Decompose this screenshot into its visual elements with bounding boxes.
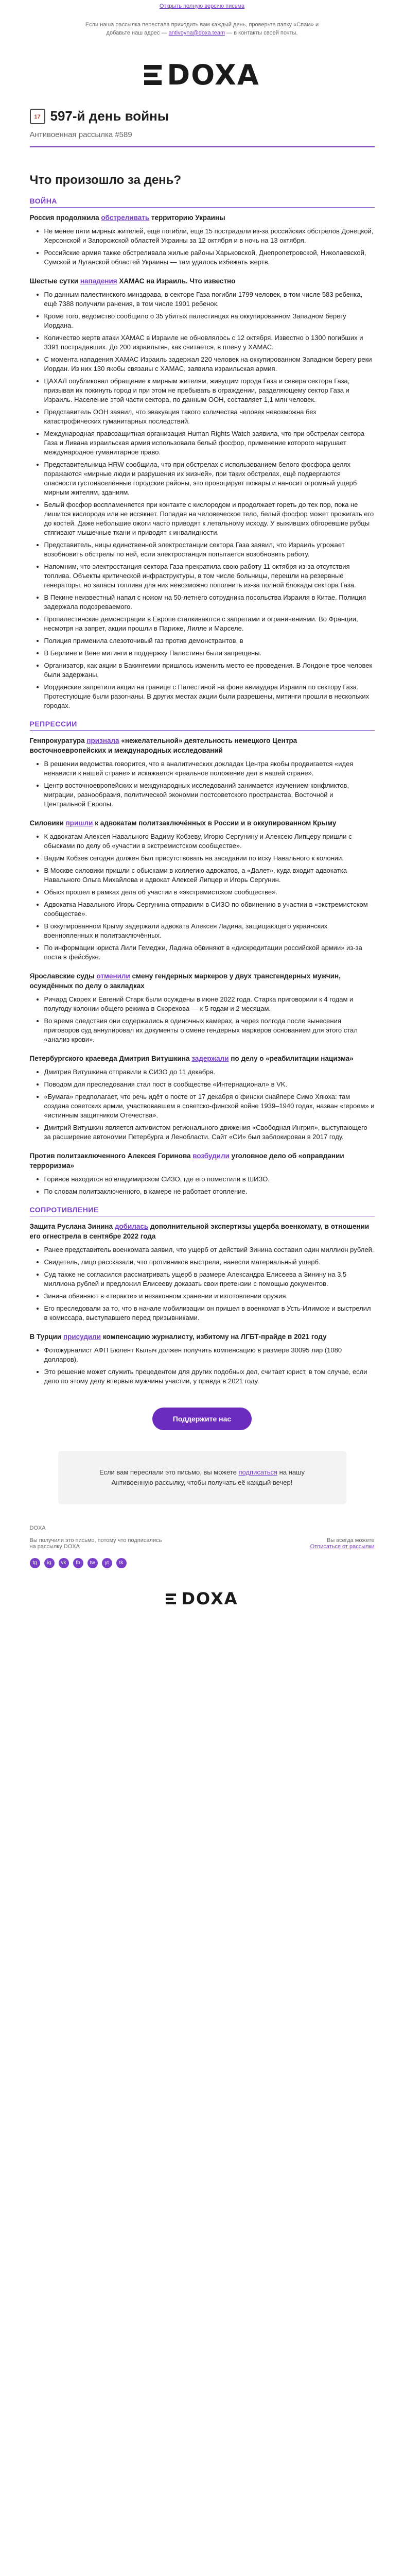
day-header [30, 108, 375, 124]
section-heading: ВОЙНА [30, 197, 375, 208]
footer-right-text: Вы всегда можете [327, 1537, 375, 1544]
bullet-item: • Ричард Скорех и Евгений Старк были осуждены в июне 2022 года. Старка приговорили к 4 годам и полугоду колонии общего режима в Скорехова — к 5 годам и 2 месяцам. [44, 995, 375, 1013]
bullet-item: • Фотожурналист АФП Бюлент Кылыч должен получить компенсацию в размере 30095 лир (1080 долларов). [44, 1346, 375, 1364]
headline-source-link[interactable]: присудили [63, 1333, 101, 1341]
bullet-item: • Российские армия также обстреливала жилые районы Харьковской, Днепропетровской, Николаевской, Сумской и Луганской областей Украины — там удалось избежать жертв. [44, 248, 375, 267]
bullet-item: • Дмитрия Витушкина отправили в СИЗО до 11 декабря. [44, 1067, 375, 1077]
headline-source-link[interactable]: пришли [65, 819, 93, 827]
bullet-item: • Ранее представитель военкомата заявил, что ущерб от действий Зинина составил один миллион рублей. [44, 1245, 375, 1255]
bullet-item: • Напомним, что электростанция сектора Газа прекратила свою работу 11 октября из-за отсутствия топлива. Объекты критической инфраструктуры, в том числе больницы, перешли на резервные генераторы, но запасы топлива для них невозможно пополнить из-за полной блокады сектора Газа. [44, 562, 375, 590]
news-story [30, 1332, 375, 1386]
logo-mark-icon [144, 65, 162, 85]
story-headline [30, 736, 375, 755]
headline-text: уголовное дело об «оправдании терроризма» [29, 1152, 344, 1170]
bullet-item: • Во время следствия они содержались в одиночных камерах, а через полгода после вынесения приговоров суд аннулировал их документы о смене гендерных маркеров основанием для этого стал «анализ крови». [44, 1016, 375, 1044]
story-bullets [30, 227, 375, 267]
story-headline [30, 1151, 375, 1171]
bullet-item: • С момента нападения ХАМАС Израиль задержал 220 человек на оккупированном Западном берегу реки Иордан. Из них 130 якобы связаны с ХАМАС, заявила израильская армия. [44, 355, 375, 374]
headline-text: Силовики [29, 819, 66, 827]
bullet-item: • В Пекине неизвестный напал с ножом на 50-летнего сотрудника посольства Израиля в Китае. Полиция задержала подозреваемого. [44, 593, 375, 612]
headline-text: Защита Руслана Зинина [29, 1223, 115, 1230]
bullet-item: • Организатор, как акции в Бакингемии пришлось изменить место ее проведения. В Лондоне трое человек были задержаны. [44, 661, 375, 680]
bullet-item: • Пропалестинские демонстрации в Европе сталкиваются с запретами и ограничениями. Во Франции, несмотря на запрет, акции прошли в Париже, Лилле и Марселе. [44, 615, 375, 633]
story-bullets [30, 995, 375, 1044]
story-headline [30, 971, 375, 991]
story-bullets [30, 832, 375, 962]
headline-source-link[interactable]: нападения [80, 277, 117, 285]
fb-icon[interactable]: fb [73, 1558, 83, 1568]
news-story [30, 1151, 375, 1196]
story-bullets [30, 1346, 375, 1386]
headline-text: Против политзаключенного Алексея Горинова [29, 1152, 193, 1160]
headline-text: дополнительной экспертизы ущерба военкомату, в отношении его огнестрела в сентябре 2022 года [29, 1223, 370, 1240]
headline-source-link[interactable]: признала [86, 737, 119, 744]
preheader-text-2: — в контакты своей почты. [226, 30, 298, 36]
story-headline [30, 818, 375, 828]
news-sections [30, 197, 375, 1386]
ig-icon[interactable]: ig [44, 1558, 55, 1568]
news-story [30, 1222, 375, 1323]
bullet-item: • Белый фосфор воспламеняется при контакте с кислородом и продолжает гореть до тех пор, пока не лишится кислорода или не иссякнет. Попадая на человеческое тело, белый фосфор может прожигать его до костей. Даже небольшие ожоги часто приводят к летальному исходу. У выживших обгоревшие рубцы стягивают мышечные ткани и приводят к инвалидности. [44, 500, 375, 537]
bullet-item: • В решении ведомства говорится, что в аналитических докладах Центра якобы продвигается «идея ненависти к нашей стране» и искажается «реальное положение дел в нашей стране». [44, 759, 375, 778]
calendar-icon: 17 [30, 109, 45, 124]
section-heading: СОПРОТИВЛЕНИЕ [30, 1206, 375, 1216]
subscribe-link[interactable]: подписаться [238, 1468, 278, 1476]
doxa-logo [144, 59, 259, 91]
bullet-item: • «Бумага» предполагает, что речь идёт о посте от 17 декабря о фински снайпере Симо Хяюха: там создана советских армии, участвовавшем в советско-финской войне 1939–1940 годах, назван «героем» и «истинным защитником Отечества». [44, 1092, 375, 1120]
preheader [79, 21, 326, 37]
bullet-item: • Полиция применила слезоточивый газ против демонстрантов, в [44, 636, 375, 646]
content [30, 108, 375, 1430]
subscribe-promo [58, 1451, 346, 1504]
preheader-text-1: Если наша рассылка перестала приходить вам каждый день, проверьте папку «Спам» и добавьте наш адрес — [85, 22, 319, 36]
news-story [30, 213, 375, 267]
headline-text: Петербургского краеведа Дмитрия Витушкина [29, 1055, 192, 1062]
headline-text: Ярославские суды [29, 972, 97, 980]
headline-text: компенсацию журналисту, избитому на ЛГБТ-прайде в 2021 году [101, 1333, 327, 1341]
bullet-item: • Количество жертв атаки ХАМАС в Израиле не обновлялось с 12 октября. Известно о 1300 погибших и 3391 пострадавших. До 200 израильтян, как считается, в плену у ХАМАС. [44, 333, 375, 352]
headline-source-link[interactable]: отменили [96, 972, 130, 980]
news-story [30, 1054, 375, 1142]
bullet-item: • К адвокатам Алексея Навального Вадиму Кобзеву, Игорю Сергунину и Алексею Липцеру пришли с обысками по делу об «участии в экстремистском сообществе». [44, 832, 375, 851]
headline-text: ХАМАС на Израиль. Что известно [117, 277, 236, 285]
bullet-item: • В оккупированном Крыму задержали адвоката Алексея Ладина, защищающего украинских военнопленных и политзаключённых. [44, 922, 375, 940]
promo-text-pre: Если вам переслали это письмо, вы можете [99, 1468, 239, 1476]
story-headline [30, 1222, 375, 1241]
headline-text: к адвокатам политзаключённых в России и в оккупированном Крыму [93, 819, 337, 827]
news-story [30, 736, 375, 809]
footer-row [30, 1537, 375, 1550]
bullet-item: • Зинина обвиняют в «теракте» и незаконном хранении и изготовлении оружия. [44, 1292, 375, 1301]
social-links [30, 1558, 375, 1568]
story-headline [30, 213, 375, 223]
cta-wrap [30, 1408, 375, 1430]
headline-source-link[interactable]: обстреливать [101, 214, 150, 222]
main-question: Что произошло за день? [29, 173, 182, 187]
bullet-item: • Поводом для преследования стал пост в сообществе «Интернационал» в VK. [44, 1080, 375, 1089]
top-bar [0, 0, 404, 21]
tw-icon[interactable]: tw [87, 1558, 98, 1568]
logo-text: DOXA [181, 1589, 238, 1608]
bullet-item: • Представитель, ницы единственной электростанции сектора Газа заявил, что Израиль угрожает возобновить обстрелы по ней, если электростанция попытается возобновить работу. [44, 540, 375, 559]
headline-text: В Турции [29, 1333, 63, 1341]
bullet-item: • Дмитрий Витушкин является активистом регионального движения «Свободная Ингрия», выступающего за расширение автономии Петербурга и Ленобласти. Сайт «СИ» был заблокирован в 2017 году. [44, 1123, 375, 1142]
bullet-item: • По данным палестинского минздрава, в секторе Газа погибли 1799 человек, в том числе 583 ребенка, ещё 7388 получили ранения, в том числе 1901 ребенок. [44, 290, 375, 309]
footer-logo[interactable] [0, 1589, 404, 1608]
headline-text: Россия продолжила [29, 214, 101, 222]
bullet-item: • Адвокатка Навального Игорь Сергунина отправили в СИЗО по обвинению в участии в «экстремистском сообществе». [44, 900, 375, 919]
news-story [30, 276, 375, 710]
footer [30, 1525, 375, 1568]
story-bullets [30, 759, 375, 809]
tg-icon[interactable]: tg [30, 1558, 40, 1568]
story-bullets [30, 290, 375, 710]
story-headline [30, 1054, 375, 1063]
story-headline [30, 1332, 375, 1342]
headline-text: территорию Украины [149, 214, 225, 222]
day-title: 597-й день войны [50, 108, 169, 124]
bullet-item: • Свидетель, лицо рассказали, что противников выстрела, нанесли материальный ущерб. [44, 1258, 375, 1267]
bullet-item: • Обыск прошел в рамках дела об участии в «экстремистском сообществе». [44, 888, 375, 897]
news-story [30, 971, 375, 1044]
bullet-item: • Вадим Кобзев сегодня должен был присутствовать на заседании по иску Навального к колонии. [44, 854, 375, 863]
story-bullets [30, 1245, 375, 1323]
logo-mark-icon [166, 1594, 176, 1604]
bullet-item: • Международная правозащитная организация Human Rights Watch заявила, что при обстрелах сектора Газа и Ливана израильская армия использовала белый фосфор, применение которого нарушает международное гуманитарное право. [44, 429, 375, 457]
bullet-item: • По словам политзаключенного, в камере не работает отопление. [44, 1187, 375, 1196]
headline-text: Шестые сутки [29, 277, 80, 285]
bullet-item: • По информации юриста Лили Гемеджи, Ладина обвиняют в «дискредитации российской армии» из-за поста в фейсбуке. [44, 943, 375, 962]
bullet-item: • Не менее пяти мирных жителей, ещё погибли, еще 15 пострадали из-за российских обстрелов Донецкой, Херсонской и Запорожской областей Украины за 12 октября и в ночь на 13 октября. [44, 227, 375, 245]
story-bullets [30, 1175, 375, 1196]
news-story [30, 818, 375, 962]
bullet-item: • Представитель ООН заявил, что эвакуация такого количества человек невозможна без катастрофических гуманитарных последствий. [44, 408, 375, 426]
bullet-item: • В Москве силовики пришли с обысками в коллегию адвокатов, а «Далет», куда входит адвокатка Навального Ольга Михайлова и адвокат Алексей Липцер и Игорь Сергунин. [44, 866, 375, 885]
footer-reason: Вы получили это письмо, потому что подписались на рассылку DOXA [29, 1537, 162, 1550]
story-headline [30, 276, 375, 286]
unsubscribe-link[interactable]: Отписаться от рассылки [310, 1544, 375, 1550]
footer-unsubscribe-block [310, 1537, 375, 1550]
bullet-item: • Представительница HRW сообщила, что при обстрелах с использованием белого фосфора целях поражаются «мирные люди и разрушения их жизней», при таких обстрелах, ещё подвергаются опасности густонаселённые городские районы, это провоцирует пожары и наносит огромный ущерб мирным жителям, зданиям. [44, 460, 375, 497]
bullet-item: • Иорданские запретили акции на границе с Палестиной на фоне авиаудара Израиля по сектору Газа. Протестующие были разогнаны. В других местах акции были разрешены, митинги прошли в нескольких городах. [44, 683, 375, 710]
bullet-item: • Центр восточноевропейских и международных исследований занимается изучением конфликтов, миграции, разнообразия, политической экономии постсоветского пространства, Восточной и Центральной Европы. [44, 781, 375, 809]
headline-source-link[interactable]: добилась [114, 1223, 149, 1230]
headline-text: по делу о «реабилитации нацизма» [229, 1055, 354, 1062]
headline-text: смену гендерных маркеров у двух трансгендерных мужчин, осуждённых по делу о закладках [29, 972, 341, 990]
headline-text: «нежелательной» деятельность немецкого Центра восточноевропейских и международных исследований [29, 737, 297, 754]
open-full-version-link[interactable]: Открыть полную версию письма [159, 3, 245, 9]
bullet-item: • Кроме того, ведомство сообщило о 35 убитых палестинцах на оккупированном Западном берегу Иордана. [44, 312, 375, 330]
logo-text: DOXA [167, 58, 260, 91]
bullet-item: • Горинов находится во владимирском СИЗО, где его поместили в ШИЗО. [44, 1175, 375, 1184]
headline-text: Генпрокуратура [29, 737, 87, 744]
footer-brand: DOXA [29, 1525, 46, 1531]
bullet-item: • В Берлине и Вене митинги в поддержку Палестины были запрещены. [44, 649, 375, 658]
story-bullets [30, 1067, 375, 1142]
vk-icon[interactable]: vk [59, 1558, 69, 1568]
header-logo[interactable] [30, 52, 375, 98]
bullet-item: • Суд также не согласился рассматривать ущерб в размере Александра Елисеева а Зинину на 3,5 миллиона рублей и предложил Елисееву доказать свои претензии с помощью документов. [44, 1270, 375, 1289]
issue-number: Антивоенная рассылка #589 [29, 130, 132, 139]
headline-source-link[interactable]: задержали [191, 1055, 229, 1062]
divider [30, 146, 375, 147]
headline-source-link[interactable]: возбудили [192, 1152, 230, 1160]
bullet-item: • Это решение может служить прецедентом для других подобных дел, считает юрист, в том случае, если дело по этому делу впервые мужчины участии, у правда в 2021 году. [44, 1367, 375, 1386]
bullet-item: • ЦАХАЛ опубликовал обращение к мирным жителям, живущим города Газа и севера сектора Газа, призывая их покинуть город и при этом не пребывать в ограждении, разделяющему сектор Газа и Израиль. Население этой части сектора, по данным ООН, составляет 1,1 млн человек. [44, 377, 375, 404]
support-button[interactable]: Поддержите нас [152, 1408, 252, 1430]
bullet-item: • Его преследовали за то, что в начале мобилизации он пришел в военкомат в Усть-Илимске и выстрелил в комиссара, выступавшего перед призывниками. [44, 1304, 375, 1323]
promo-text-post: на нашу Антивоенную рассылку, чтобы получать её каждый вечер! [111, 1468, 305, 1486]
tk-icon[interactable]: tk [116, 1558, 127, 1568]
yt-icon[interactable]: yt [102, 1558, 112, 1568]
section-heading: РЕПРЕССИИ [30, 720, 375, 731]
preheader-email-link[interactable]: antivoyna@doxa.team [168, 30, 225, 36]
doxa-logo-small [166, 1589, 238, 1608]
